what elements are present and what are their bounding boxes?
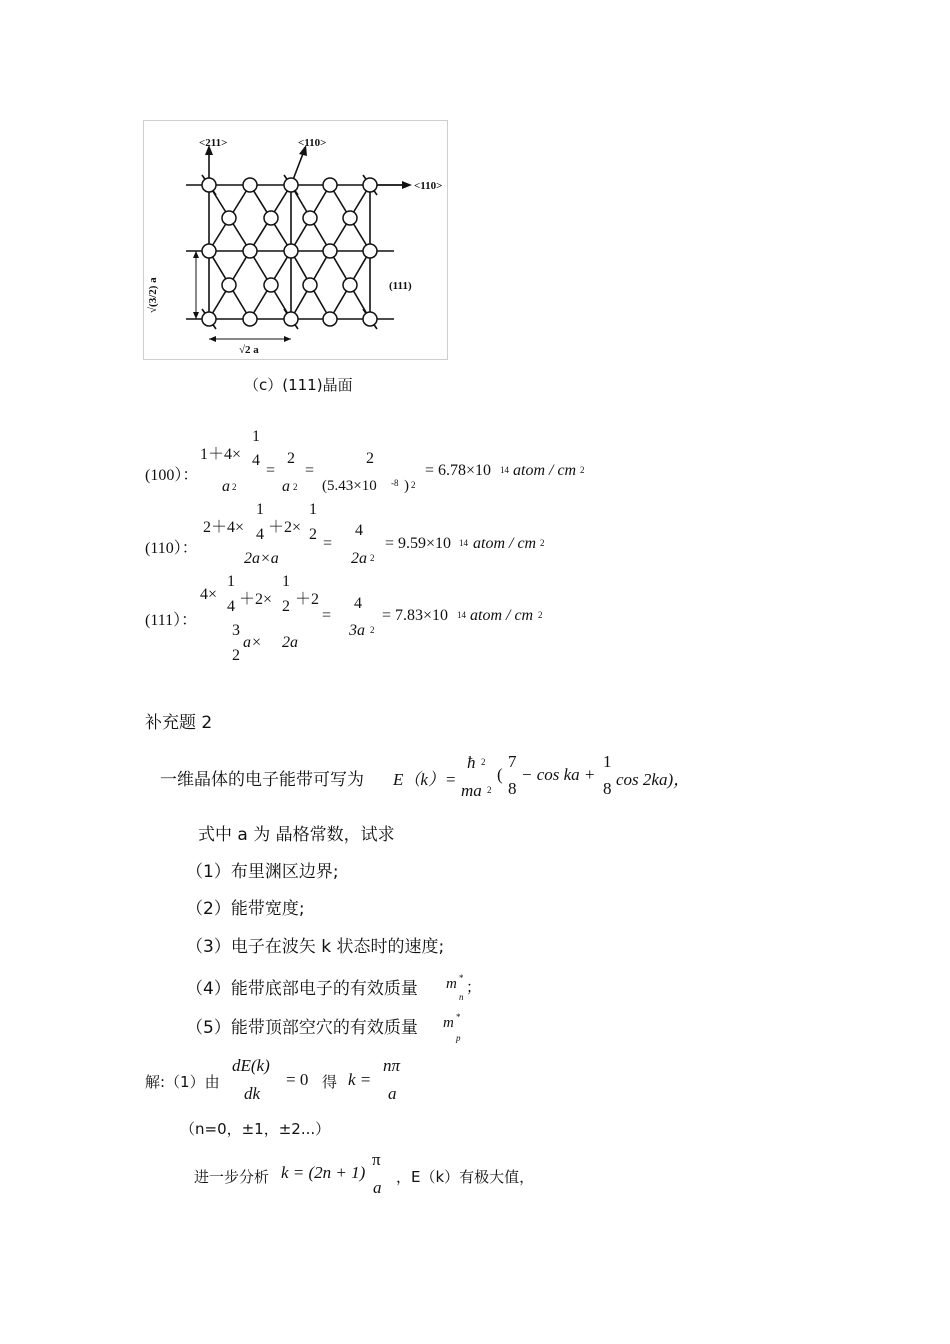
density-100-eq2: = (305, 462, 315, 479)
density-111-den2-exp: 2 (370, 625, 375, 635)
density-label-100: (100）： (145, 467, 199, 484)
density-111-den-end: 2a (282, 634, 298, 651)
density-110-frac1-bot: 4 (256, 526, 264, 543)
density-111-result: = 7.83×10 (382, 607, 449, 624)
formula-end: cos 2ka)， (616, 770, 691, 789)
density-100-num-frac-bot: 4 (252, 452, 260, 469)
question-4-mass-sup: * (459, 973, 464, 983)
formula-frac2-top: 1 (603, 752, 612, 771)
problem-intro: 一维晶体的电子能带可写为 (160, 770, 364, 790)
supplement-title: 补充题 2 (145, 713, 213, 733)
energy-function-label: E（k）= (393, 770, 457, 789)
solution-a: a (388, 1084, 397, 1103)
density-label-111: (111）： (145, 612, 198, 629)
density-110-den: 2a×a (244, 550, 279, 567)
density-111-frac2-top: 1 (282, 573, 290, 590)
density-111-unit-exp: 2 (538, 610, 543, 620)
density-111-num-text: 4× (200, 586, 218, 603)
density-100-den-exp: 2 (232, 482, 237, 492)
density-111-result-exp: 14 (457, 610, 466, 620)
formula-open-paren: ( (497, 765, 503, 784)
problem-where: 式中 a 为 晶格常数，试求 (198, 825, 395, 845)
density-100-den2-exp: 2 (293, 482, 298, 492)
density-100-result-exp: 14 (500, 465, 509, 475)
question-4: （4）能带底部电子的有效质量 (186, 979, 418, 999)
density-110-eq1: = (323, 535, 333, 552)
density-100-den-a: a (222, 478, 230, 495)
density-100-eq1: = (266, 462, 276, 479)
density-110-num-text: 2＋4× (203, 519, 245, 536)
dimension-horizontal-label: √2 a (239, 344, 259, 356)
ma-symbol: ma (461, 781, 482, 800)
density-100-num-frac-top: 1 (252, 428, 260, 445)
question-3: （3）电子在波矢 k 状态时的速度; (186, 937, 445, 957)
formula-frac2-bot: 8 (603, 779, 612, 798)
solution-n-values: （n=0，±1，±2...） (180, 1120, 331, 1138)
solution-eq0: = 0 (286, 1070, 309, 1089)
density-110-frac2-bot: 2 (309, 526, 317, 543)
solution-prefix: 解:（1）由 (145, 1073, 220, 1091)
question-5-mass-sub: p (456, 1033, 461, 1043)
density-100-num3: 2 (366, 450, 374, 467)
density-110-result-exp: 14 (459, 538, 468, 548)
density-110-den2: 2a (351, 550, 367, 567)
dimension-vertical-label: √(3/2) a (147, 277, 159, 313)
density-100-den3: (5.43×10 (322, 478, 377, 494)
plane-111-label: (111) (389, 280, 412, 292)
question-4-end: ； (466, 980, 482, 996)
density-100-num-text: 1＋4× (200, 446, 242, 463)
density-110-unit-exp: 2 (540, 538, 545, 548)
solution-dE: dE(k) (232, 1056, 270, 1075)
formula-frac1-bot: 8 (508, 779, 517, 798)
density-110-frac2-top: 1 (309, 501, 317, 518)
density-111-den-frac-top: 3 (232, 622, 240, 639)
solution-further: 进一步分析 (194, 1168, 270, 1186)
formula-mid: − cos ka + (521, 765, 596, 784)
question-2: （2）能带宽度; (186, 899, 305, 919)
question-5-mass: m (443, 1015, 454, 1031)
density-110-num-mid: ＋2× (268, 519, 302, 536)
density-110-num2: 4 (355, 522, 363, 539)
density-100-den3-close: ) (404, 478, 409, 494)
question-1: （1）布里渊区边界; (186, 862, 339, 882)
density-100-unit-exp: 2 (580, 465, 585, 475)
density-110-frac1-top: 1 (256, 501, 264, 518)
solution-k-expr: k = (2n + 1) (281, 1163, 366, 1182)
density-111-frac1-top: 1 (227, 573, 235, 590)
density-100-num2: 2 (287, 450, 295, 467)
density-111-den2: 3a (349, 622, 365, 639)
density-111-eq1: = (322, 607, 332, 624)
density-111-num-end: ＋2 (295, 591, 320, 608)
density-100-den3-close-exp: 2 (411, 480, 416, 490)
density-111-den-mid: a× (243, 634, 262, 651)
density-111-unit: atom / cm (470, 607, 534, 624)
density-110-result: = 9.59×10 (385, 535, 452, 552)
solution-tail: ，E（k）有极大值， (396, 1168, 535, 1186)
density-111-num2: 4 (354, 595, 362, 612)
solution-a2: a (373, 1178, 382, 1197)
density-100-unit: atom / cm (513, 462, 577, 479)
density-100-den3-exp: -8 (391, 478, 399, 488)
direction-1-10-label: <110> (414, 180, 443, 192)
density-111-num-mid: ＋2× (239, 591, 273, 608)
question-4-mass: m (446, 976, 457, 992)
density-100-result: = 6.78×10 (425, 462, 492, 479)
direction-110-label: <110> (298, 137, 327, 149)
solution-k-eq: k = (348, 1070, 372, 1089)
solution-npi: nπ (383, 1056, 401, 1075)
density-110-den2-exp: 2 (370, 553, 375, 563)
density-110-unit: atom / cm (473, 535, 537, 552)
ma-exp: 2 (487, 785, 492, 795)
question-4-mass-sub: n (459, 992, 464, 1002)
solution-dk: dk (244, 1084, 261, 1103)
direction-211-label: <211> (199, 137, 228, 149)
solution-de: 得 (322, 1073, 338, 1091)
density-111-den-frac-bot: 2 (232, 647, 240, 664)
density-111-frac2-bot: 2 (282, 598, 290, 615)
density-label-110: (110）： (145, 540, 198, 557)
crystal-plane-figure (143, 120, 448, 360)
hbar-exp: 2 (481, 757, 486, 767)
figure-caption: （c）(111)晶面 (244, 376, 353, 394)
formula-frac1-top: 7 (508, 752, 517, 771)
density-111-frac1-bot: 4 (227, 598, 235, 615)
density-100-den2: a (282, 478, 290, 495)
question-5: （5）能带顶部空穴的有效质量 (186, 1018, 418, 1038)
question-5-mass-sup: * (456, 1012, 461, 1022)
solution-pi: π (372, 1150, 381, 1169)
hbar-symbol: ħ (467, 753, 476, 772)
111-plane-lattice-diagram (144, 121, 447, 359)
